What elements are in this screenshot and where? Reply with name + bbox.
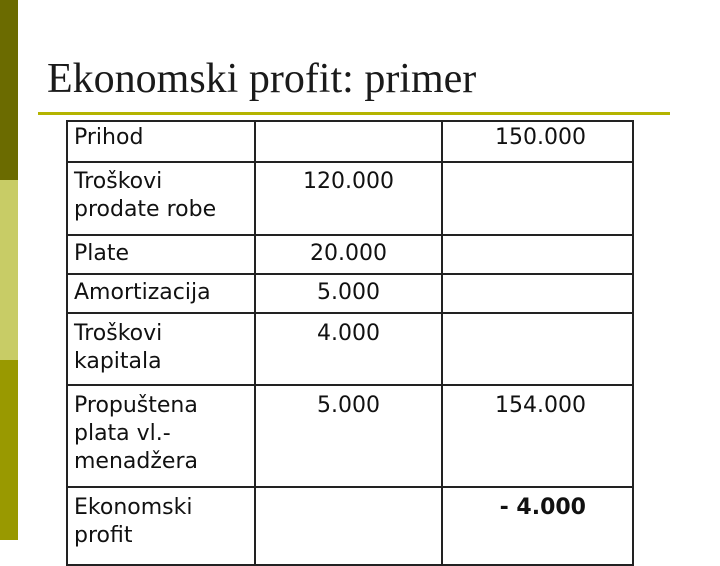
row-total: 150.000 bbox=[442, 121, 633, 162]
row-amount bbox=[255, 487, 442, 565]
row-label: Prihod bbox=[67, 121, 255, 162]
row-amount: 4.000 bbox=[255, 313, 442, 385]
profit-table bbox=[66, 120, 634, 566]
row-amount: 20.000 bbox=[255, 235, 442, 274]
row-total bbox=[442, 274, 633, 313]
row-label: Troškovi prodate robe bbox=[67, 162, 255, 235]
page-title: Ekonomski profit: primer bbox=[47, 56, 477, 102]
sidebar-block-top bbox=[0, 0, 18, 180]
row-label: Ekonomski profit bbox=[67, 487, 255, 565]
table-row bbox=[67, 487, 633, 565]
sidebar-block-bottom bbox=[0, 360, 18, 540]
row-label: Propuštena plata vl.-menadžera bbox=[67, 385, 255, 487]
table-row bbox=[67, 313, 633, 385]
row-label: Amortizacija bbox=[67, 274, 255, 313]
row-amount: 5.000 bbox=[255, 274, 442, 313]
row-amount: 120.000 bbox=[255, 162, 442, 235]
row-total: 154.000 bbox=[442, 385, 633, 487]
row-amount bbox=[255, 121, 442, 162]
table-row bbox=[67, 162, 633, 235]
row-total bbox=[442, 162, 633, 235]
title-divider bbox=[38, 112, 670, 115]
sidebar-block-middle bbox=[0, 180, 18, 360]
row-label: Plate bbox=[67, 235, 255, 274]
row-amount: 5.000 bbox=[255, 385, 442, 487]
sidebar-accent bbox=[0, 0, 18, 540]
table-row bbox=[67, 121, 633, 162]
table-row bbox=[67, 274, 633, 313]
row-total bbox=[442, 235, 633, 274]
table-row bbox=[67, 385, 633, 487]
table-row bbox=[67, 235, 633, 274]
economic-profit-value: - 4.000 bbox=[442, 487, 633, 565]
row-label: Troškovi kapitala bbox=[67, 313, 255, 385]
row-total bbox=[442, 313, 633, 385]
